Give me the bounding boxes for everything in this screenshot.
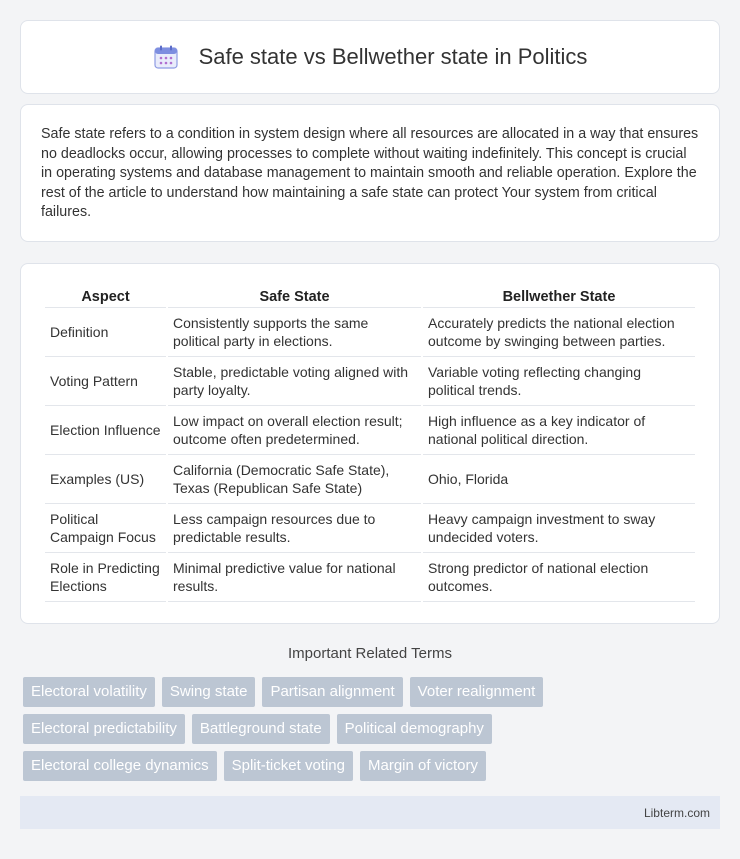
footer bbox=[20, 796, 720, 829]
table-row bbox=[45, 406, 695, 455]
table-row bbox=[45, 357, 695, 406]
row-safe-state: California (Democratic Safe State), Texas (Republican Safe State) bbox=[168, 455, 421, 504]
header-bellwether-state: Bellwether State bbox=[423, 286, 695, 308]
intro-paragraph: Safe state refers to a condition in system design where all resources are allocated in a way that ensures no deadlocks occur, allowing processes to complete without waiting indefinitely. This concept is crucial in operating systems and database management to maintain smooth and reliable operation. Explore the rest of the article to understand how maintaining a safe state can protect Your system from critical failures. bbox=[41, 126, 699, 220]
intro-card bbox=[20, 104, 720, 242]
table-row bbox=[45, 308, 695, 357]
row-safe-state: Less campaign resources due to predictable results. bbox=[168, 504, 421, 553]
tag-electoral-college-dynamics[interactable]: Electoral college dynamics bbox=[23, 751, 217, 781]
related-terms bbox=[23, 677, 703, 788]
tag-partisan-alignment[interactable]: Partisan alignment bbox=[262, 677, 402, 707]
comparison-card bbox=[20, 263, 720, 624]
tag-electoral-volatility[interactable]: Electoral volatility bbox=[23, 677, 155, 707]
tag-split-ticket-voting[interactable]: Split-ticket voting bbox=[224, 751, 353, 781]
comparison-table bbox=[43, 286, 697, 602]
row-bellwether-state: Ohio, Florida bbox=[423, 455, 695, 504]
row-safe-state: Low impact on overall election result; outcome often predetermined. bbox=[168, 406, 421, 455]
row-bellwether-state: High influence as a key indicator of national political direction. bbox=[423, 406, 695, 455]
row-aspect: Election Influence bbox=[45, 406, 166, 455]
related-terms-title: Important Related Terms bbox=[288, 645, 452, 662]
table-row bbox=[45, 553, 695, 602]
row-aspect: Role in Predicting Elections bbox=[45, 553, 166, 602]
tag-voter-realignment[interactable]: Voter realignment bbox=[410, 677, 544, 707]
calendar-icon bbox=[153, 44, 179, 70]
row-bellwether-state: Accurately predicts the national election outcome by swinging between parties. bbox=[423, 308, 695, 357]
row-bellwether-state: Heavy campaign investment to sway undecided voters. bbox=[423, 504, 695, 553]
title-card bbox=[20, 20, 720, 94]
table-header-row bbox=[45, 286, 695, 308]
tag-row bbox=[23, 714, 703, 744]
page-title: Safe state vs Bellwether state in Politics bbox=[198, 44, 588, 69]
header-safe-state: Safe State bbox=[168, 286, 421, 308]
footer-brand[interactable]: Libterm.com bbox=[643, 805, 710, 820]
table-row bbox=[45, 455, 695, 504]
tag-margin-of-victory[interactable]: Margin of victory bbox=[360, 751, 486, 781]
tag-political-demography[interactable]: Political demography bbox=[337, 714, 492, 744]
tag-battleground-state[interactable]: Battleground state bbox=[192, 714, 330, 744]
tag-row bbox=[23, 677, 703, 707]
row-bellwether-state: Variable voting reflecting changing political trends. bbox=[423, 357, 695, 406]
tag-swing-state[interactable]: Swing state bbox=[162, 677, 256, 707]
header-aspect: Aspect bbox=[45, 286, 166, 308]
row-aspect: Definition bbox=[45, 308, 166, 357]
row-safe-state: Consistently supports the same political party in elections. bbox=[168, 308, 421, 357]
row-bellwether-state: Strong predictor of national election outcomes. bbox=[423, 553, 695, 602]
row-aspect: Voting Pattern bbox=[45, 357, 166, 406]
table-row bbox=[45, 504, 695, 553]
row-safe-state: Stable, predictable voting aligned with party loyalty. bbox=[168, 357, 421, 406]
row-safe-state: Minimal predictive value for national results. bbox=[168, 553, 421, 602]
tag-electoral-predictability[interactable]: Electoral predictability bbox=[23, 714, 185, 744]
row-aspect: Examples (US) bbox=[45, 455, 166, 504]
row-aspect: Political Campaign Focus bbox=[45, 504, 166, 553]
tag-row bbox=[23, 751, 703, 781]
